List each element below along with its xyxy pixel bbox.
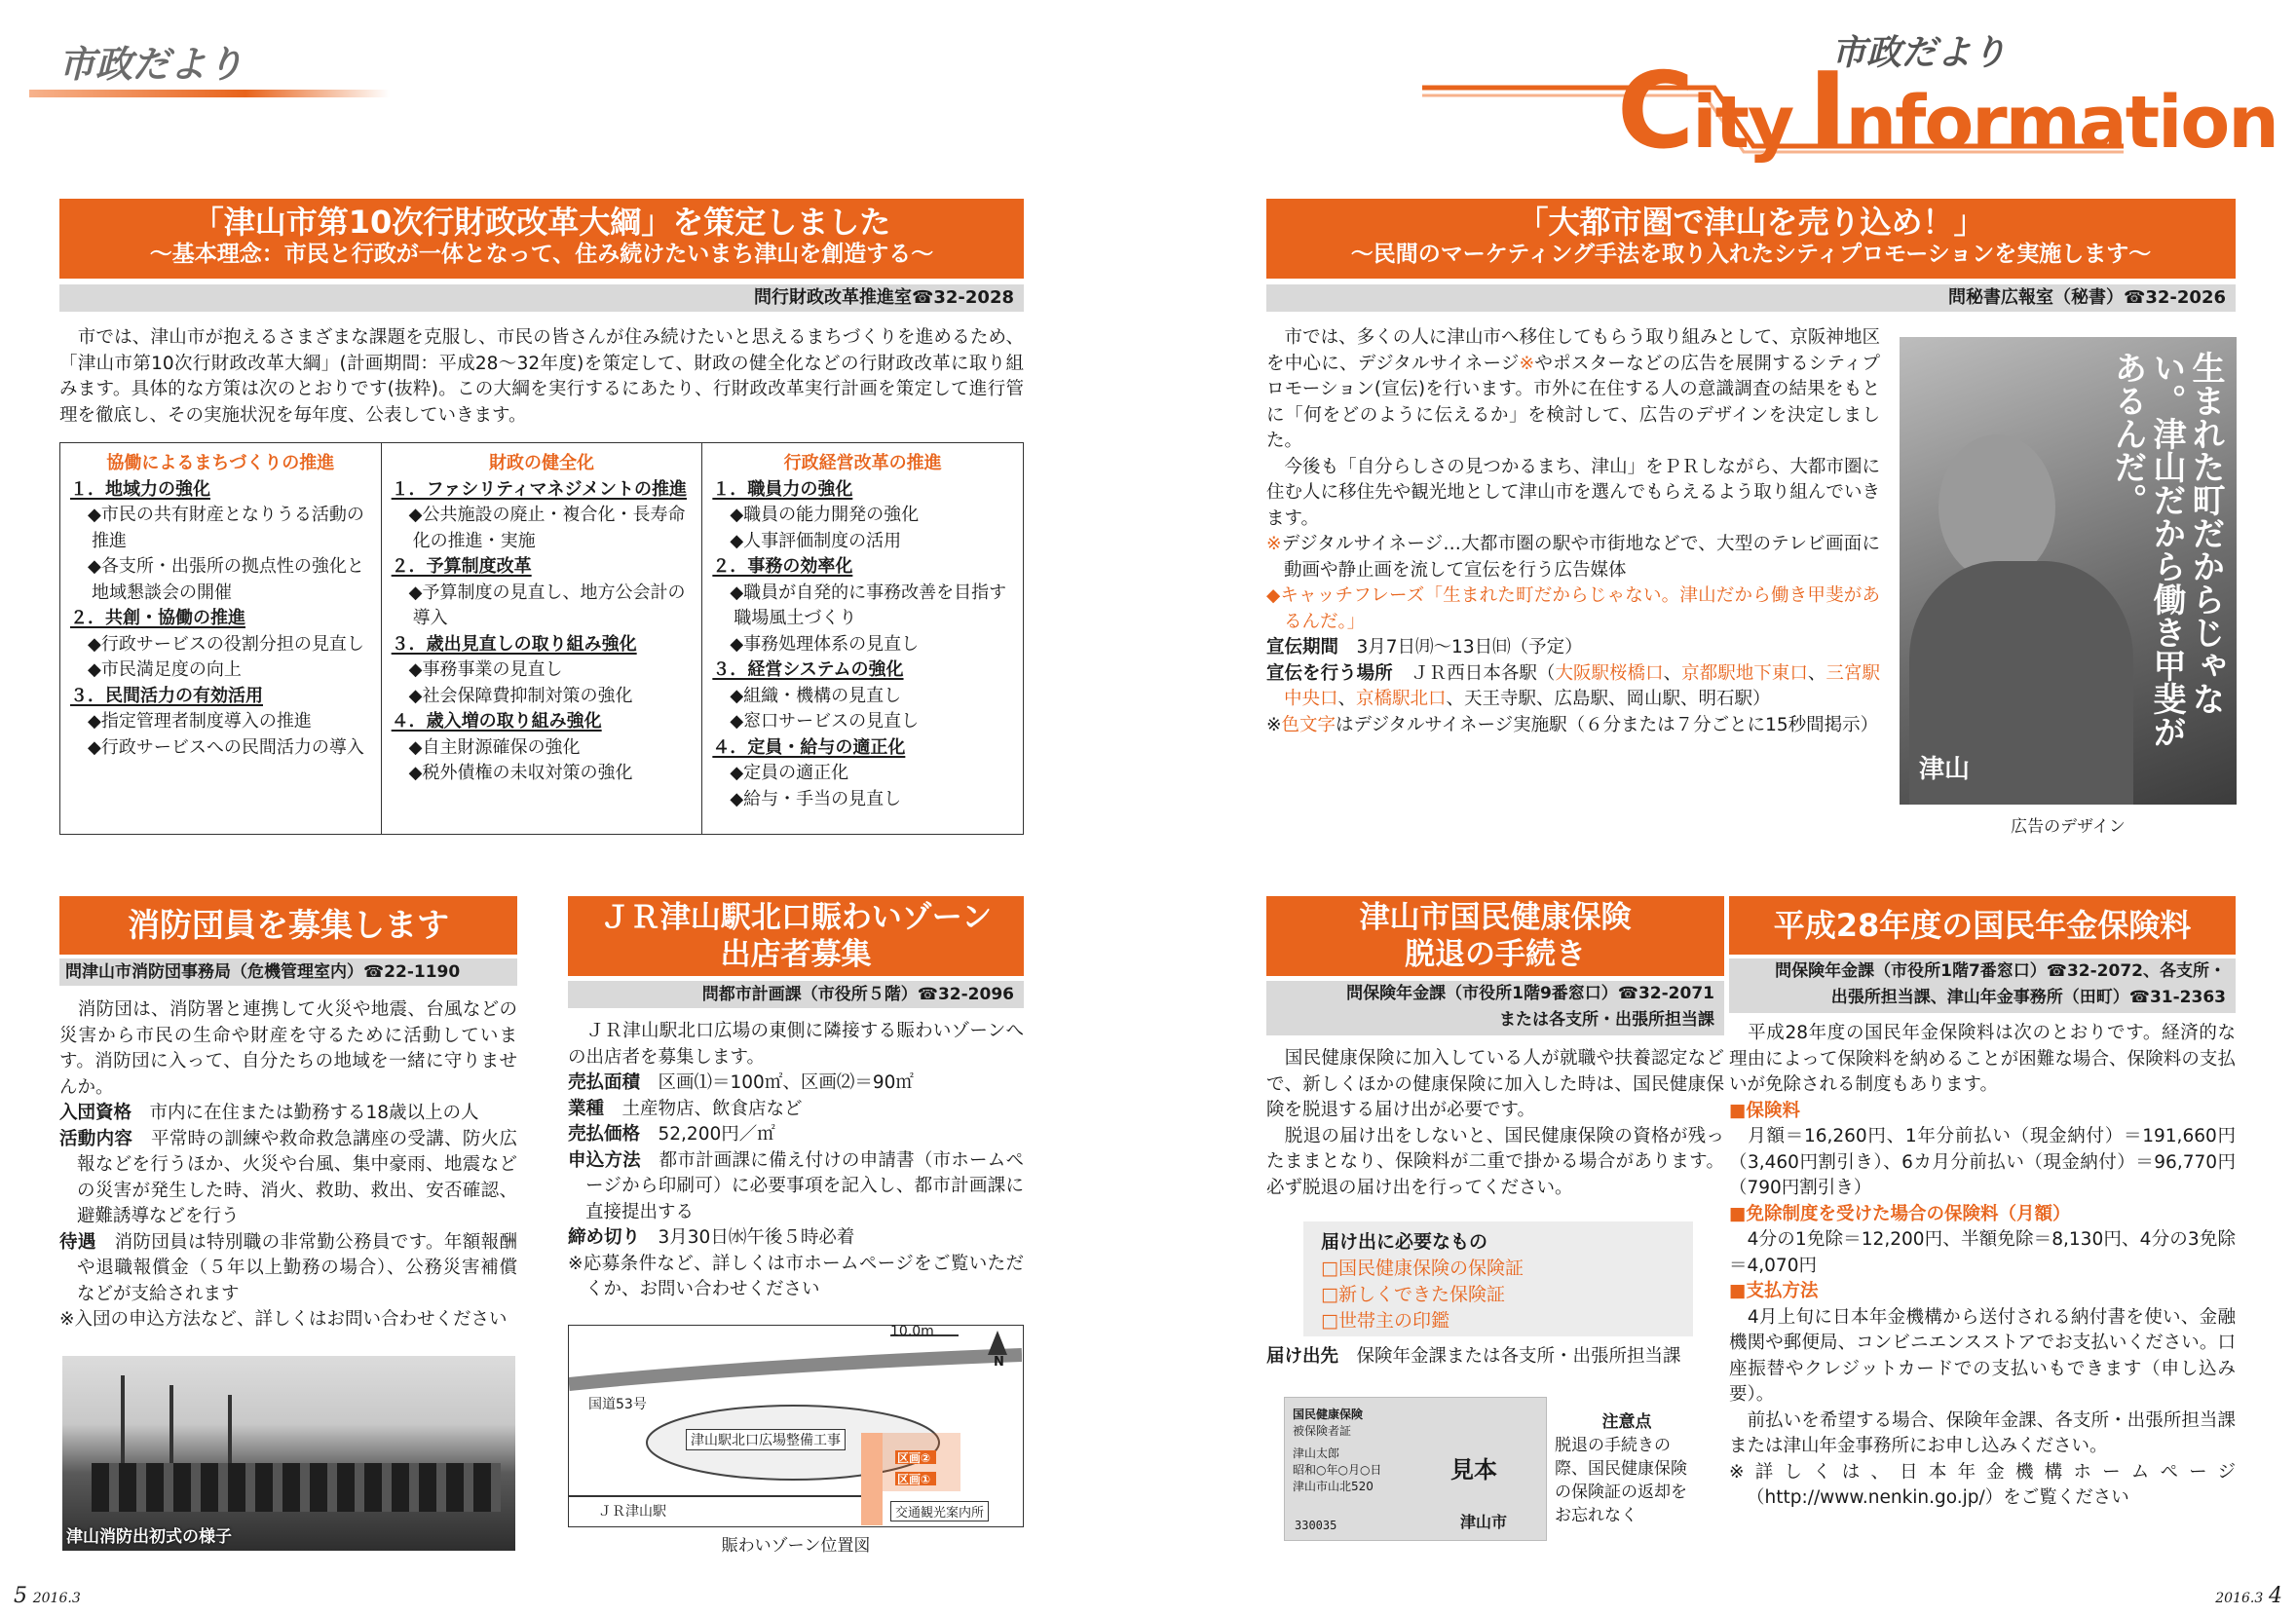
article-title: 津山市国民健康保険 脱退の手続き — [1266, 896, 1724, 976]
map-zone1: 区画① — [897, 1473, 931, 1486]
map-caption: 賑わいゾーン位置図 — [721, 1536, 871, 1556]
contact-bar: 問保険年金課（市役所1階7番窓口）☎32-2072、各支所・ 出張所担当課、津山年金事務所（田町）☎31-2363 — [1729, 958, 2236, 1013]
map-work-label: 津山駅北口広場整備工事 — [686, 1429, 846, 1450]
ad-design-image — [1900, 337, 2237, 805]
contact-bar: 問保険年金課（市役所1階9番窓口）☎32-2071 または各支所・出張所担当課 — [1266, 981, 1724, 1035]
reform-col-management: 行政経営改革の推進 １．職員力の強化 ◆職員の能力開発の強化 ◆人事評価制度の活用 ２．事務の効率化 ◆職員が自発的に事務改善を目指す職場風土づくり ◆事務処理体系の見直し ３．経営システムの強化 ◆組織・機構の見直し ◆窓口サービスの見直し ４．定員・給与の適正化 ◆定員の適正化 ◆給与・手当の見直し — [701, 443, 1023, 834]
sample-stamp: 見本 — [1450, 1456, 1497, 1484]
map-scale: 10.0m — [890, 1325, 934, 1339]
left-header-label: 市政だより — [58, 43, 245, 86]
city-information-logo: City Information — [1617, 51, 2277, 172]
ad-logo: 津山 — [1919, 755, 1971, 784]
left-header — [0, 0, 1130, 107]
article-title: 消防団員を募集します — [59, 896, 517, 955]
article-subtitle: 〜民間のマーケティング手法を取り入れたシティプロモーションを実施します〜 — [1350, 242, 2152, 267]
page-number-right: 2016.3 4 — [2215, 1584, 2282, 1608]
article-subtitle: 〜基本理念：市民と行政が一体となって、住み続けたいまち津山を創造する〜 — [149, 242, 934, 267]
map-info-label: 交通観光案内所 — [890, 1501, 989, 1521]
map-road-label: 国道53号 — [588, 1397, 647, 1412]
photo-caption: 津山消防出初式の様子 — [66, 1527, 232, 1547]
fire-brigade-photo — [62, 1356, 515, 1551]
contact-bar: 問行財政改革推進室☎32-2028 — [59, 284, 1024, 312]
required-items-box: 届け出に必要なもの □国民健康保険の保険証 □新しくできた保険証 □世帯主の印鑑 — [1303, 1221, 1693, 1336]
article-title: 平成28年度の国民年金保険料 — [1729, 896, 2236, 955]
submission-destination: 届け出先 保険年金課または各支所・出張所担当課 — [1266, 1346, 1681, 1367]
zone-map — [568, 1325, 1024, 1527]
reform-col-cooperation: 協働によるまちづくりの推進 １．地域力の強化 ◆市民の共有財産となりうる活動の推進 ◆各支所・出張所の拠点性の強化と地域懇談会の開催 ２．共創・協働の推進 ◆行政サービスの役割分担の見直し ◆市民満足度の向上 ３．民間活力の有効活用 ◆指定管理者制度導入の推進 ◆行政サービスへの民間活力の導入 — [70, 453, 364, 758]
reform-col-finance: 財政の健全化 １．ファシリティマネジメントの推進 ◆公共施設の廃止・複合化・長寿命化の推進・実施 ２．予算制度改革 ◆予算制度の見直し、地方公会計の導入 ３．歳出見直しの取り組み強化 ◆事務事業の見直し ◆社会保障費抑制対策の強化 ４．歳入増の取り組み強化 ◆自主財源確保の強化 ◆税外債権の未収対策の強化 — [381, 443, 702, 834]
page-number-left: 5 2016.3 — [14, 1584, 81, 1608]
article-body: 国民健康保険に加入している人が就職や扶養認定などで、新しくほかの健康保険に加入した時は、国民健康保険を脱退する届け出が必要です。 脱退の届け出をしないと、国民健康保険の資格が残ったままとなり、保険料が二重で掛かる場合があります。必ず脱退の届け出を行ってください。 — [1266, 1048, 1724, 1198]
article-body: 市では、津山市が抱えるさまざまな課題を克服し、市民の皆さんが住み続けたいと思えるまちづくりを進めるため、「津山市第10次行財政改革大綱」(計画期間：平成28〜32年度)を策定して、財政の健全化などの行財政改革に取り組みます。具体的な方策は次のとおりです(抜粋)。この大綱を実行するにあたり、行財政改革実行計画を策定して進行管理を徹底し、その実施状況を毎年度、公表していきます。 — [59, 327, 1024, 426]
north-icon: N — [994, 1355, 1004, 1370]
contact-bar: 問津山市消防団事務局（危機管理室内）☎22-1190 — [59, 958, 517, 986]
contact-bar: 問都市計画課（市役所５階）☎32-2096 — [568, 981, 1024, 1008]
reform-table — [59, 442, 1024, 835]
article-title: ＪＲ津山駅北口賑わいゾーン 出店者募集 — [568, 896, 1024, 976]
ad-caption: 広告のデザイン — [2011, 817, 2126, 837]
article-body: 平成28年度の国民年金保険料は次のとおりです。経済的な理由によって保険料を納めることが困難な場合、保険料の支払いが免除される制度もあります。 ■保険料 月額＝16,260円、1年分前払い（現金納付）＝191,660円（3,460円割引き）、6カ月分前払い（現金納付）＝96,770円（790円割引き） ■免除制度を受けた場合の保険料（月額） 4分の1免除＝12,200円、半額免除＝8,130円、4分の3免除＝4,070円 ■支払方法 4月上旬に日本年金機構から送付される納付書を使い、金融機関や郵便局、コンビニエンスストアでお支払いください。口座振替やクレジットカードでの支払いもできます（申し込み要）。 前払いを希望する場合、保険年金課、各支所・出張所担当課または津山年金事務所にお申し込みください。 ※詳しくは、日本年金機構ホームページ（http://www.nenkin.go.jp/）をご覧ください — [1729, 1023, 2236, 1508]
article-body: 消防団は、消防署と連携して火災や地震、台風などの災害から市民の生命や財産を守るために活動しています。消防団に入って、自分たちの地域を一緒に守りませんか。 入団資格 市内に在住または勤務する18歳以上の人 活動内容 平常時の訓練や救命救急講座の受講、防火広報などを行うほか、火災や台風、集中豪雨、地震などの災害が発生した時、消火、救助、救出、安否確認、避難誘導などを行う 待遇 消防団員は特別職の非常勤公務員です。年額報酬や退職報償金（５年以上勤務の場合）、公務災害補償などが支給されます ※入団の申込方法など、詳しくはお問い合わせください — [59, 999, 517, 1330]
map-zone2: 区画② — [897, 1451, 931, 1465]
ad-copy: 生まれた町だからじゃない。津山だから働き甲斐があるんだ。 — [2108, 351, 2225, 748]
article-body: ＪＲ津山駅北口広場の東側に隣接する賑わいゾーンへの出店者を募集します。 売払面積 区画⑴＝100㎡、区画⑵＝90㎡ 業種 土産物店、飲食店など 売払価格 52,200円／㎡ 申込方法 都市計画課に備え付けの申請書（市ホームページから印刷可）に必要事項を記入し、都市計画課に直接提出する 締め切り 3月30日㈬午後５時必着 ※応募条件など、詳しくは市ホームページをご覧いただくか、お問い合わせください — [568, 1021, 1024, 1299]
caution-note: 注意点 脱退の手続きの際、国民健康保険の保険証の返却をお忘れなく — [1555, 1412, 1687, 1525]
right-header-label: 市政だより — [1831, 33, 2008, 73]
right-header — [1149, 0, 2296, 172]
article-title: 「大都市圏で津山を売り込め！」 — [1517, 204, 1985, 241]
article-body: 市では、多くの人に津山市へ移住してもらう取り組みとして、京阪神地区を中心に、デジタルサイネージ※やポスターなどの広告を展開するシティプロモーション(宣伝)を行います。市外に在住する人の意識調査の結果をもとに「何をどのように伝えるか」を検討して、広告のデザインを決定しました。 今後も「自分らしさの見つかるまち、津山」をＰＲしながら、大都市圏に住む人に移住先や観光地として津山市を選んでもらえるよう取り組んでいきます。 ※デジタルサイネージ…大都市圏の駅や市街地などで、大型のテレビ画面に動画や静止画を流して宣伝を行う広告媒体 ◆キャッチフレーズ「生まれた町だからじゃない。津山だから働き甲斐があるんだ。」 宣伝期間 3月7日㈪〜13日㈰（予定） 宣伝を行う場所 ＪＲ西日本各駅（大阪駅桜橋口、京都駅地下東口、三宮駅中央口、京橋駅北口、天王寺駅、広島駅、岡山駅、明石駅） ※色文字はデジタルサイネージ実施駅（６分または７分ごとに15秒間掲示） — [1266, 327, 1880, 735]
insurance-card-sample: 国民健康保険 被保険者証 津山太郎 昭和○年○月○日 津山市山北520 見本 330035 津山市 — [1284, 1397, 1547, 1541]
article-title: 「津山市第10次行財政改革大綱」を策定しました — [192, 204, 891, 241]
contact-bar: 問秘書広報室（秘書）☎32-2026 — [1266, 284, 2236, 312]
map-station-label: ＪＲ津山駅 — [598, 1504, 666, 1520]
